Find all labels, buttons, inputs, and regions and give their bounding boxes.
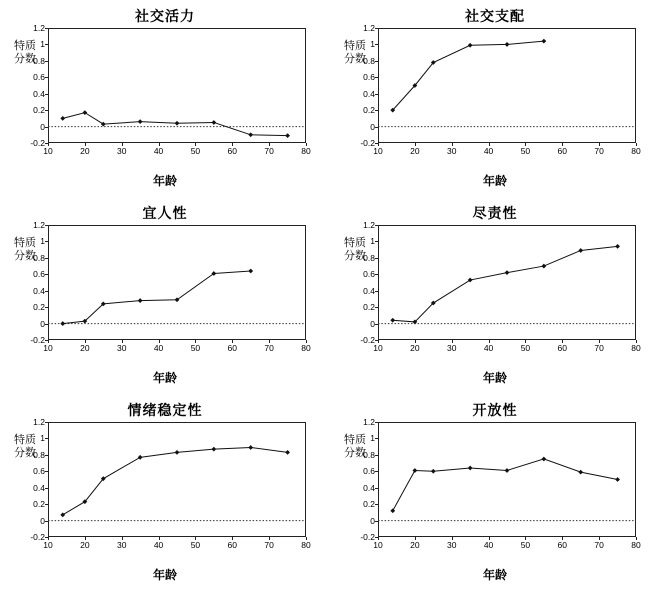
data-point-marker: [248, 132, 253, 137]
y-tick-label: 0: [40, 318, 45, 329]
x-tick-mark: [599, 143, 600, 146]
x-axis-label: 年龄: [482, 174, 507, 188]
x-tick-mark: [525, 340, 526, 343]
x-tick-label: 30: [446, 540, 457, 550]
y-tick-label: 0.2: [33, 105, 45, 116]
y-tick-label: 0.6: [33, 466, 45, 477]
y-tick-label: 1: [40, 433, 45, 444]
series-plot: [48, 422, 306, 537]
x-tick-label: 60: [227, 540, 238, 550]
y-tick-label: 0.6: [363, 466, 375, 477]
x-tick-label: 30: [116, 540, 127, 550]
data-point-marker: [60, 512, 65, 517]
y-tick-label: 0.4: [363, 285, 375, 296]
data-point-marker: [541, 264, 546, 269]
x-tick-mark: [159, 143, 160, 146]
x-tick-label: 20: [80, 540, 90, 550]
y-axis-label-line2: 分数: [14, 250, 36, 262]
y-tick-label: 0.2: [363, 499, 375, 510]
data-point-marker: [248, 445, 253, 450]
data-point-marker: [211, 120, 216, 125]
y-tick-label: -0.2: [30, 138, 45, 148]
x-tick-label: 60: [227, 146, 238, 156]
data-point-marker: [138, 119, 143, 124]
data-point-marker: [505, 42, 510, 47]
y-axis-label-line2: 分数: [344, 250, 366, 262]
y-axis-label-line1: 特质: [14, 434, 36, 446]
y-axis-label-line1: 特质: [344, 434, 366, 446]
x-tick-label: 70: [594, 540, 604, 550]
y-tick-label: 0.4: [33, 285, 45, 296]
x-tick-mark: [159, 340, 160, 343]
series-plot: [48, 225, 306, 340]
y-tick-label: 0.8: [363, 449, 375, 460]
x-tick-mark: [415, 537, 416, 540]
x-tick-label: 30: [446, 146, 457, 156]
y-tick-label: 0: [370, 515, 375, 526]
plot-area: [30, 220, 311, 353]
x-tick-mark: [269, 340, 270, 343]
plot-area: [30, 417, 311, 550]
chart-panel: [0, 394, 330, 593]
x-tick-label: 20: [410, 343, 420, 353]
x-tick-label: 70: [594, 343, 604, 353]
y-axis-label-line1: 特质: [344, 237, 366, 249]
data-point-marker: [468, 278, 473, 283]
panel-title: 社交活力: [135, 8, 195, 24]
x-tick-mark: [85, 537, 86, 540]
x-tick-label: 20: [410, 540, 420, 550]
y-tick-label: 0.2: [363, 105, 375, 116]
data-point-marker: [390, 508, 395, 513]
data-point-marker: [412, 468, 417, 473]
y-tick-label: 0.8: [33, 55, 45, 66]
x-tick-label: 80: [631, 540, 641, 550]
y-tick-label: 0.6: [33, 72, 45, 83]
y-tick-label: 1: [40, 39, 45, 50]
y-tick-label: 0.4: [33, 88, 45, 99]
y-tick-label: 0: [370, 121, 375, 132]
x-tick-mark: [232, 537, 233, 540]
x-tick-label: 70: [264, 146, 274, 156]
plot-area: [360, 417, 641, 550]
x-tick-label: 50: [190, 540, 201, 550]
y-axis-label-line1: 特质: [14, 40, 36, 52]
x-tick-mark: [562, 537, 563, 540]
x-axis-label: 年龄: [152, 568, 177, 582]
y-tick-label: 1.2: [33, 220, 45, 230]
x-tick-label: 80: [301, 343, 311, 353]
x-tick-label: 80: [631, 146, 641, 156]
x-tick-mark: [48, 537, 49, 540]
y-tick-label: 0.8: [33, 252, 45, 263]
x-tick-label: 50: [520, 146, 531, 156]
x-tick-label: 20: [410, 146, 420, 156]
x-tick-label: 40: [483, 540, 494, 550]
y-tick-label: -0.2: [360, 532, 375, 542]
y-tick-label: 0: [40, 515, 45, 526]
panel-title: 社交支配: [465, 8, 525, 24]
y-tick-label: 1: [370, 236, 375, 247]
x-tick-label: 10: [373, 540, 383, 550]
y-tick-label: 0: [40, 121, 45, 132]
data-point-marker: [211, 447, 216, 452]
y-tick-label: -0.2: [30, 532, 45, 542]
data-point-marker: [390, 318, 395, 323]
x-tick-label: 50: [520, 540, 531, 550]
y-tick-label: 0.6: [363, 72, 375, 83]
x-tick-mark: [378, 143, 379, 146]
y-tick-label: -0.2: [30, 335, 45, 345]
x-tick-mark: [378, 537, 379, 540]
series-plot: [378, 422, 636, 537]
x-tick-mark: [599, 340, 600, 343]
chart-panel: [330, 0, 660, 197]
x-tick-label: 10: [43, 343, 53, 353]
x-tick-label: 80: [301, 540, 311, 550]
y-axis-label-line2: 分数: [14, 447, 36, 459]
x-tick-mark: [269, 143, 270, 146]
x-tick-label: 10: [373, 343, 383, 353]
x-tick-mark: [122, 340, 123, 343]
x-tick-label: 60: [557, 343, 568, 353]
series-plot: [48, 28, 306, 143]
series-plot: [378, 28, 636, 143]
data-point-marker: [505, 468, 510, 473]
panel-title: 宜人性: [142, 205, 188, 221]
series-line: [63, 271, 251, 324]
y-tick-label: 1.2: [363, 417, 375, 427]
x-tick-label: 70: [594, 146, 604, 156]
x-tick-label: 60: [227, 343, 238, 353]
x-tick-mark: [636, 143, 637, 146]
y-tick-label: 0.2: [33, 499, 45, 510]
data-point-marker: [175, 121, 180, 126]
y-tick-label: 1: [370, 433, 375, 444]
y-axis-label-line2: 分数: [344, 53, 366, 65]
series-line: [393, 246, 618, 322]
x-tick-mark: [452, 143, 453, 146]
x-tick-mark: [415, 340, 416, 343]
data-point-marker: [248, 269, 253, 274]
data-point-marker: [541, 39, 546, 44]
data-point-marker: [138, 455, 143, 460]
series-line: [63, 113, 288, 136]
x-tick-mark: [122, 537, 123, 540]
x-tick-label: 50: [190, 146, 201, 156]
x-tick-label: 10: [373, 146, 383, 156]
x-tick-label: 80: [301, 146, 311, 156]
x-axis-label: 年龄: [152, 371, 177, 385]
x-tick-mark: [85, 143, 86, 146]
y-tick-label: -0.2: [360, 138, 375, 148]
y-axis-label-line1: 特质: [344, 40, 366, 52]
y-axis-label-line2: 分数: [14, 53, 36, 65]
y-tick-label: 1.2: [33, 417, 45, 427]
plot-area: [360, 220, 641, 353]
x-tick-mark: [122, 143, 123, 146]
data-point-marker: [138, 298, 143, 303]
x-tick-mark: [306, 340, 307, 343]
data-point-marker: [468, 466, 473, 471]
y-tick-label: 0.4: [363, 88, 375, 99]
data-point-marker: [468, 43, 473, 48]
x-tick-mark: [452, 340, 453, 343]
y-tick-label: 0: [370, 318, 375, 329]
y-tick-label: 1.2: [33, 23, 45, 33]
panel-title: 开放性: [472, 402, 518, 418]
x-tick-label: 40: [483, 343, 494, 353]
plot-area: [30, 23, 311, 156]
y-tick-label: 0.6: [363, 269, 375, 280]
y-tick-label: 0.2: [33, 302, 45, 313]
x-axis-label: 年龄: [152, 174, 177, 188]
x-tick-label: 20: [80, 146, 90, 156]
data-point-marker: [285, 450, 290, 455]
panel-title: 情绪稳定性: [127, 402, 203, 418]
x-tick-mark: [489, 340, 490, 343]
y-tick-label: 0.4: [363, 482, 375, 493]
data-point-marker: [615, 244, 620, 249]
x-tick-mark: [269, 537, 270, 540]
y-tick-label: 0.8: [363, 252, 375, 263]
data-point-marker: [578, 248, 583, 253]
x-tick-mark: [378, 340, 379, 343]
y-tick-label: 0.4: [33, 482, 45, 493]
x-tick-mark: [525, 537, 526, 540]
y-tick-label: -0.2: [360, 335, 375, 345]
x-tick-mark: [562, 143, 563, 146]
x-tick-label: 40: [153, 343, 164, 353]
x-tick-label: 70: [264, 540, 274, 550]
chart-panel: [330, 197, 660, 394]
y-tick-label: 0.8: [363, 55, 375, 66]
series-line: [393, 41, 544, 110]
x-tick-mark: [306, 537, 307, 540]
x-axis-label: 年龄: [482, 371, 507, 385]
x-tick-label: 30: [116, 343, 127, 353]
chart-panel: [330, 394, 660, 593]
series-plot: [378, 225, 636, 340]
x-tick-mark: [562, 340, 563, 343]
data-point-marker: [175, 450, 180, 455]
x-tick-mark: [48, 340, 49, 343]
y-tick-label: 1: [40, 236, 45, 247]
y-tick-label: 0.8: [33, 449, 45, 460]
x-tick-mark: [85, 340, 86, 343]
x-tick-label: 10: [43, 146, 53, 156]
data-point-marker: [285, 133, 290, 138]
x-tick-mark: [195, 143, 196, 146]
data-point-marker: [615, 477, 620, 482]
y-axis-label-line1: 特质: [14, 237, 36, 249]
y-tick-label: 1.2: [363, 23, 375, 33]
plot-area: [360, 23, 641, 156]
x-tick-label: 50: [520, 343, 531, 353]
x-tick-label: 10: [43, 540, 53, 550]
x-tick-label: 40: [153, 540, 164, 550]
y-tick-label: 1.2: [363, 220, 375, 230]
data-point-marker: [541, 457, 546, 462]
x-tick-label: 20: [80, 343, 90, 353]
data-point-marker: [60, 321, 65, 326]
x-axis-label: 年龄: [482, 568, 507, 582]
x-tick-mark: [195, 537, 196, 540]
data-point-marker: [431, 469, 436, 474]
y-tick-label: 0.6: [33, 269, 45, 280]
x-tick-label: 40: [153, 146, 164, 156]
x-tick-mark: [636, 537, 637, 540]
x-tick-label: 60: [557, 540, 568, 550]
x-tick-mark: [48, 143, 49, 146]
chart-panel: [0, 0, 330, 197]
x-tick-mark: [306, 143, 307, 146]
x-tick-label: 70: [264, 343, 274, 353]
x-tick-label: 40: [483, 146, 494, 156]
x-tick-mark: [232, 143, 233, 146]
x-tick-mark: [636, 340, 637, 343]
x-tick-label: 50: [190, 343, 201, 353]
data-point-marker: [82, 110, 87, 115]
chart-panel: [0, 197, 330, 394]
x-tick-mark: [415, 143, 416, 146]
y-tick-label: 1: [370, 39, 375, 50]
x-tick-mark: [232, 340, 233, 343]
x-tick-mark: [195, 340, 196, 343]
series-line: [63, 447, 288, 514]
x-tick-label: 60: [557, 146, 568, 156]
series-line: [393, 459, 618, 511]
x-tick-mark: [489, 537, 490, 540]
data-point-marker: [578, 470, 583, 475]
y-tick-label: 0.2: [363, 302, 375, 313]
y-axis-label-line2: 分数: [344, 447, 366, 459]
data-point-marker: [505, 270, 510, 275]
x-tick-mark: [159, 537, 160, 540]
x-tick-mark: [489, 143, 490, 146]
data-point-marker: [60, 116, 65, 121]
x-tick-mark: [525, 143, 526, 146]
x-tick-label: 80: [631, 343, 641, 353]
x-tick-mark: [452, 537, 453, 540]
x-tick-mark: [599, 537, 600, 540]
x-tick-label: 30: [446, 343, 457, 353]
data-point-marker: [101, 122, 106, 127]
x-tick-label: 30: [116, 146, 127, 156]
panel-title: 尽责性: [472, 205, 518, 221]
